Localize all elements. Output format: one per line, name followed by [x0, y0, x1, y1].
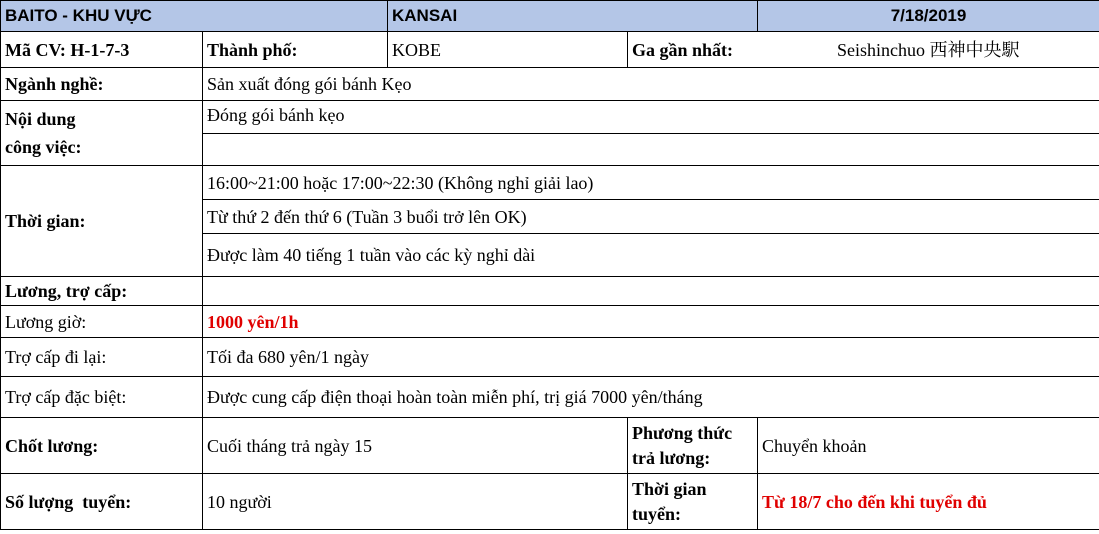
job-content-label	[1, 101, 203, 166]
travel-allowance-value: Tối đa 680 yên/1 ngày	[203, 338, 1099, 377]
travel-allowance-row	[1, 338, 1099, 377]
hourly-wage-value: 1000 yên/1h	[203, 306, 1099, 338]
industry-value: Sản xuất đóng gói bánh Kẹo	[203, 68, 1099, 101]
work-time-row-1	[1, 166, 1099, 200]
recruit-period-label	[628, 474, 758, 530]
region-value: KANSAI	[388, 1, 758, 32]
recruit-count-label: Số lượng tuyển:	[1, 474, 203, 530]
work-time-line2: Từ thứ 2 đến thứ 6 (Tuần 3 buổi trở lên OK)	[203, 200, 1099, 234]
station-label: Ga gần nhất:	[628, 32, 758, 68]
special-allowance-label: Trợ cấp đặc biệt:	[1, 377, 203, 418]
region-label: BAITO - KHU VỰC	[1, 1, 388, 32]
hourly-wage-row	[1, 306, 1099, 338]
work-time-line1: 16:00~21:00 hoặc 17:00~22:30 (Không nghỉ giải lao)	[203, 166, 1099, 200]
salary-section-empty	[203, 277, 1099, 306]
salary-section-row	[1, 277, 1099, 306]
industry-label: Ngành nghề:	[1, 68, 203, 101]
recruit-period-label-line2: tuyển:	[632, 503, 681, 524]
special-allowance-value: Được cung cấp điện thoại hoàn toàn miễn phí, trị giá 7000 yên/tháng	[203, 377, 1099, 418]
hourly-wage-label: Lương giờ:	[1, 306, 203, 338]
recruit-period-label-line1: Thời gian	[632, 478, 707, 499]
work-time-label: Thời gian:	[1, 166, 203, 277]
recruit-row	[1, 474, 1099, 530]
recruit-period-value: Từ 18/7 cho đến khi tuyển đủ	[758, 474, 1099, 530]
payment-method-value: Chuyển khoản	[758, 418, 1099, 474]
payment-method-label-line2: trả lương:	[632, 447, 711, 468]
salary-section-label: Lương, trợ cấp:	[1, 277, 203, 306]
job-content-value-2	[203, 134, 1099, 166]
payroll-row	[1, 418, 1099, 474]
travel-allowance-label: Trợ cấp đi lại:	[1, 338, 203, 377]
industry-row	[1, 68, 1099, 101]
job-content-label-line1: Nội dung	[5, 109, 76, 129]
payment-method-label	[628, 418, 758, 474]
date-cell: 7/18/2019	[758, 1, 1099, 32]
job-content-label-line2: công việc:	[5, 137, 82, 157]
station-value: Seishinchuo 西神中央駅	[758, 32, 1099, 68]
special-allowance-row	[1, 377, 1099, 418]
work-time-line3: Được làm 40 tiếng 1 tuần vào các kỳ nghỉ dài	[203, 234, 1099, 277]
payroll-cutoff-value: Cuối tháng trả ngày 15	[203, 418, 628, 474]
city-label: Thành phố:	[203, 32, 388, 68]
recruit-count-value: 10 người	[203, 474, 628, 530]
job-content-row-1	[1, 101, 1099, 134]
payment-method-label-line1: Phương thức	[632, 422, 733, 443]
city-value: KOBE	[388, 32, 628, 68]
job-content-value: Đóng gói bánh kẹo	[203, 101, 1099, 134]
header-row	[1, 1, 1099, 32]
payroll-cutoff-label: Chốt lương:	[1, 418, 203, 474]
info-row	[1, 32, 1099, 68]
job-code: Mã CV: H-1-7-3	[1, 32, 203, 68]
